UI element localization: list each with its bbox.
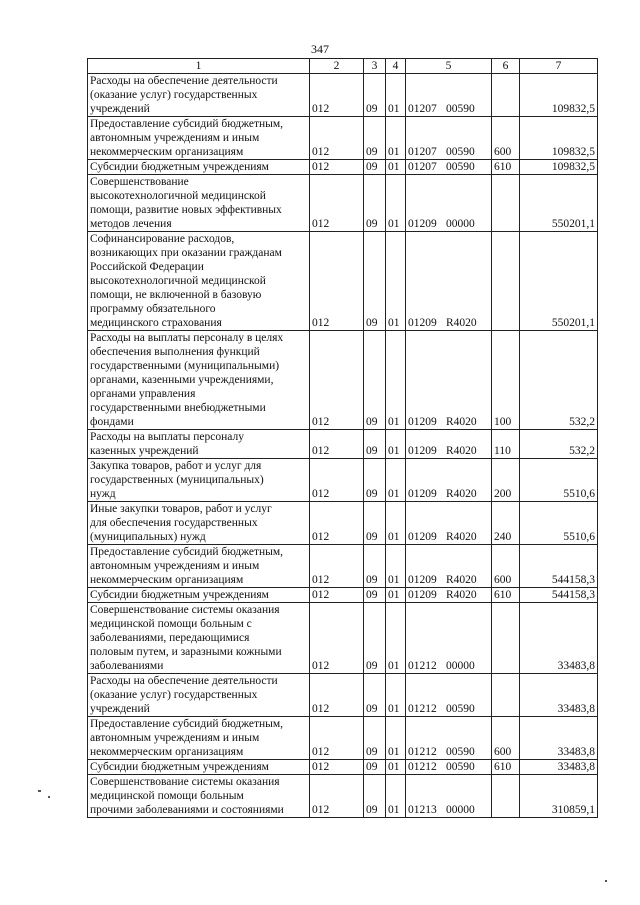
program-code: 01209 (408, 416, 437, 428)
description-line: Субсидии бюджетным учреждениям (90, 589, 269, 601)
table-row (88, 331, 598, 430)
section-code: 09 (364, 331, 386, 430)
description-line: высокотехнологичной медицинской (90, 275, 266, 287)
target-article-code (406, 588, 492, 603)
expense-type-code: 100 (492, 331, 520, 430)
subsection-code: 01 (386, 603, 406, 674)
description-line: органами управления (90, 388, 196, 400)
expense-type-code: 610 (492, 160, 520, 175)
direction-code: 00000 (446, 660, 475, 672)
amount-value: 544158,3 (520, 545, 598, 588)
description-line: (оказание услуг) государственных (90, 689, 258, 701)
ministry-code: 012 (310, 160, 364, 175)
target-article-code (406, 160, 492, 175)
amount-value: 33483,8 (520, 760, 598, 775)
column-header: 2 (310, 59, 364, 74)
target-article-code (406, 117, 492, 160)
ministry-code: 012 (310, 603, 364, 674)
table-row (88, 717, 598, 760)
row-description (88, 459, 310, 502)
ministry-code: 012 (310, 175, 364, 232)
direction-code: R4020 (446, 416, 477, 428)
section-code: 09 (364, 603, 386, 674)
row-description (88, 760, 310, 775)
table-row (88, 545, 598, 588)
program-code: 01212 (408, 703, 437, 715)
expense-type-code: 110 (492, 430, 520, 459)
table-row (88, 459, 598, 502)
row-description (88, 160, 310, 175)
target-article-code (406, 775, 492, 818)
description-line: учреждений (90, 103, 150, 115)
direction-code: 00000 (446, 804, 475, 816)
target-article-code (406, 545, 492, 588)
subsection-code: 01 (386, 331, 406, 430)
expense-type-code (492, 674, 520, 717)
description-line: казенных учреждений (90, 445, 199, 457)
direction-code: R4020 (446, 531, 477, 543)
direction-code: 00590 (446, 746, 475, 758)
direction-code: 00590 (446, 103, 475, 115)
program-code: 01209 (408, 589, 437, 601)
row-description (88, 232, 310, 331)
section-code: 09 (364, 545, 386, 588)
direction-code: 00590 (446, 161, 475, 173)
amount-value: 544158,3 (520, 588, 598, 603)
description-line: помощи, развитие новых эффективных (90, 204, 282, 216)
section-code: 09 (364, 430, 386, 459)
table-row (88, 760, 598, 775)
description-line: обеспечения выполнения функций (90, 346, 260, 358)
section-code: 09 (364, 160, 386, 175)
subsection-code: 01 (386, 74, 406, 117)
section-code: 09 (364, 117, 386, 160)
program-code: 01213 (408, 804, 437, 816)
subsection-code: 01 (386, 717, 406, 760)
description-line: возникающих при оказании гражданам (90, 247, 282, 259)
description-line: Предоставление субсидий бюджетным, (90, 546, 284, 558)
ministry-code: 012 (310, 74, 364, 117)
direction-code: R4020 (446, 574, 477, 586)
expense-type-code: 200 (492, 459, 520, 502)
program-code: 01209 (408, 488, 437, 500)
direction-code: R4020 (446, 317, 477, 329)
section-code: 09 (364, 588, 386, 603)
direction-code: R4020 (446, 589, 477, 601)
section-code: 09 (364, 502, 386, 545)
description-line: Предоставление субсидий бюджетным, (90, 718, 284, 730)
table-row (88, 232, 598, 331)
description-line: некоммерческим организациям (90, 574, 244, 586)
section-code: 09 (364, 175, 386, 232)
description-line: некоммерческим организациям (90, 146, 244, 158)
expense-type-code: 610 (492, 760, 520, 775)
table-row (88, 117, 598, 160)
expense-type-code (492, 232, 520, 331)
description-line: некоммерческим организациям (90, 746, 244, 758)
description-line: Субсидии бюджетным учреждениям (90, 761, 269, 773)
program-code: 01209 (408, 574, 437, 586)
description-line: для обеспечения государственных (90, 517, 258, 529)
target-article-code (406, 430, 492, 459)
description-line: половым путем, и заразными кожными (90, 646, 282, 658)
amount-value: 33483,8 (520, 674, 598, 717)
program-code: 01212 (408, 660, 437, 672)
target-article-code (406, 502, 492, 545)
program-code: 01209 (408, 218, 437, 230)
subsection-code: 01 (386, 760, 406, 775)
direction-code: 00590 (446, 761, 475, 773)
ministry-code: 012 (310, 717, 364, 760)
description-line: программу обязательного (90, 303, 216, 315)
target-article-code (406, 74, 492, 117)
description-line: Расходы на обеспечение деятельности (90, 75, 278, 87)
description-line: медицинской помощи больным с (90, 618, 252, 630)
program-code: 01212 (408, 746, 437, 758)
row-description (88, 717, 310, 760)
description-line: Иные закупки товаров, работ и услуг (90, 503, 272, 515)
column-header: 4 (386, 59, 406, 74)
scan-speck (38, 790, 41, 792)
program-code: 01209 (408, 445, 437, 457)
direction-code: R4020 (446, 488, 477, 500)
ministry-code: 012 (310, 775, 364, 818)
amount-value: 33483,8 (520, 603, 598, 674)
table-row (88, 674, 598, 717)
ministry-code: 012 (310, 545, 364, 588)
description-line: Закупка товаров, работ и услуг для (90, 460, 262, 472)
amount-value: 532,2 (520, 430, 598, 459)
table-row (88, 160, 598, 175)
row-description (88, 117, 310, 160)
description-line: Субсидии бюджетным учреждениям (90, 161, 269, 173)
target-article-code (406, 331, 492, 430)
amount-value: 550201,1 (520, 175, 598, 232)
description-line: Расходы на выплаты персоналу (90, 431, 244, 443)
description-line: методов лечения (90, 218, 172, 230)
column-header: 5 (406, 59, 492, 74)
expense-type-code: 610 (492, 588, 520, 603)
description-line: государственными (муниципальными) (90, 360, 280, 372)
row-description (88, 430, 310, 459)
section-code: 09 (364, 74, 386, 117)
description-line: автономным учреждениям и иным (90, 132, 260, 144)
description-line: государственными внебюджетными (90, 402, 266, 414)
table-row (88, 588, 598, 603)
row-description (88, 502, 310, 545)
amount-value: 33483,8 (520, 717, 598, 760)
subsection-code: 01 (386, 588, 406, 603)
row-description (88, 175, 310, 232)
ministry-code: 012 (310, 430, 364, 459)
description-line: высокотехнологичной медицинской (90, 190, 266, 202)
subsection-code: 01 (386, 545, 406, 588)
direction-code: 00590 (446, 146, 475, 158)
target-article-code (406, 717, 492, 760)
section-code: 09 (364, 459, 386, 502)
subsection-code: 01 (386, 430, 406, 459)
amount-value: 550201,1 (520, 232, 598, 331)
expense-type-code (492, 74, 520, 117)
program-code: 01207 (408, 161, 437, 173)
target-article-code (406, 760, 492, 775)
budget-table (87, 58, 598, 818)
amount-value: 109832,5 (520, 117, 598, 160)
column-header: 7 (520, 59, 598, 74)
target-article-code (406, 175, 492, 232)
ministry-code: 012 (310, 588, 364, 603)
target-article-code (406, 674, 492, 717)
description-line: медицинского страхования (90, 317, 222, 329)
description-line: автономным учреждениям и иным (90, 560, 260, 572)
row-description (88, 775, 310, 818)
description-line: Российской Федерации (90, 261, 204, 273)
ministry-code: 012 (310, 232, 364, 331)
direction-code: R4020 (446, 445, 477, 457)
scan-speck (48, 796, 50, 798)
target-article-code (406, 459, 492, 502)
expense-type-code: 240 (492, 502, 520, 545)
ministry-code: 012 (310, 674, 364, 717)
description-line: автономным учреждениям и иным (90, 732, 260, 744)
table-row (88, 502, 598, 545)
subsection-code: 01 (386, 674, 406, 717)
target-article-code (406, 603, 492, 674)
ministry-code: 012 (310, 760, 364, 775)
section-code: 09 (364, 674, 386, 717)
expense-type-code: 600 (492, 717, 520, 760)
subsection-code: 01 (386, 160, 406, 175)
expense-type-code (492, 175, 520, 232)
row-description (88, 674, 310, 717)
description-line: Совершенствование системы оказания (90, 604, 280, 616)
description-line: учреждений (90, 703, 150, 715)
ministry-code: 012 (310, 459, 364, 502)
amount-value: 5510,6 (520, 502, 598, 545)
amount-value: 532,2 (520, 331, 598, 430)
table-row (88, 430, 598, 459)
description-line: нужд (90, 488, 116, 500)
target-article-code (406, 232, 492, 331)
scan-speck (605, 880, 607, 882)
description-line: медицинской помощи больным (90, 790, 244, 802)
subsection-code: 01 (386, 175, 406, 232)
description-line: заболеваниями, передающимися (90, 632, 250, 644)
description-line: государственных (муниципальных) (90, 474, 264, 486)
direction-code: 00590 (446, 703, 475, 715)
row-description (88, 588, 310, 603)
description-line: помощи, не включенной в базовую (90, 289, 262, 301)
program-code: 01209 (408, 531, 437, 543)
row-description (88, 74, 310, 117)
description-line: органами, казенными учреждениями, (90, 374, 274, 386)
description-line: фондами (90, 416, 134, 428)
description-line: Софинансирование расходов, (90, 233, 235, 245)
description-line: прочими заболеваниями и состояниями (90, 804, 284, 816)
description-line: Расходы на обеспечение деятельности (90, 675, 278, 687)
subsection-code: 01 (386, 459, 406, 502)
column-header: 6 (492, 59, 520, 74)
description-line: Совершенствование системы оказания (90, 776, 280, 788)
description-line: (муниципальных) нужд (90, 531, 206, 543)
description-line: Предоставление субсидий бюджетным, (90, 118, 284, 130)
section-code: 09 (364, 760, 386, 775)
expense-type-code (492, 603, 520, 674)
program-code: 01207 (408, 146, 437, 158)
program-code: 01209 (408, 317, 437, 329)
amount-value: 109832,5 (520, 74, 598, 117)
table-row (88, 175, 598, 232)
amount-value: 310859,1 (520, 775, 598, 818)
ministry-code: 012 (310, 331, 364, 430)
column-header: 3 (364, 59, 386, 74)
program-code: 01212 (408, 761, 437, 773)
direction-code: 00000 (446, 218, 475, 230)
section-code: 09 (364, 775, 386, 818)
description-line: (оказание услуг) государственных (90, 89, 258, 101)
subsection-code: 01 (386, 117, 406, 160)
amount-value: 5510,6 (520, 459, 598, 502)
table-row (88, 603, 598, 674)
subsection-code: 01 (386, 232, 406, 331)
row-description (88, 331, 310, 430)
table-row (88, 74, 598, 117)
expense-type-code: 600 (492, 117, 520, 160)
page-number: 347 (311, 42, 329, 56)
description-line: Расходы на выплаты персоналу в целях (90, 332, 284, 344)
subsection-code: 01 (386, 502, 406, 545)
ministry-code: 012 (310, 117, 364, 160)
ministry-code: 012 (310, 502, 364, 545)
table-row (88, 775, 598, 818)
row-description (88, 545, 310, 588)
amount-value: 109832,5 (520, 160, 598, 175)
section-code: 09 (364, 232, 386, 331)
program-code: 01207 (408, 103, 437, 115)
description-line: Совершенствование (90, 176, 189, 188)
row-description (88, 603, 310, 674)
section-code: 09 (364, 717, 386, 760)
subsection-code: 01 (386, 775, 406, 818)
expense-type-code: 600 (492, 545, 520, 588)
description-line: заболеваниями (90, 660, 164, 672)
column-header: 1 (88, 59, 310, 74)
header-row (88, 59, 598, 74)
expense-type-code (492, 775, 520, 818)
